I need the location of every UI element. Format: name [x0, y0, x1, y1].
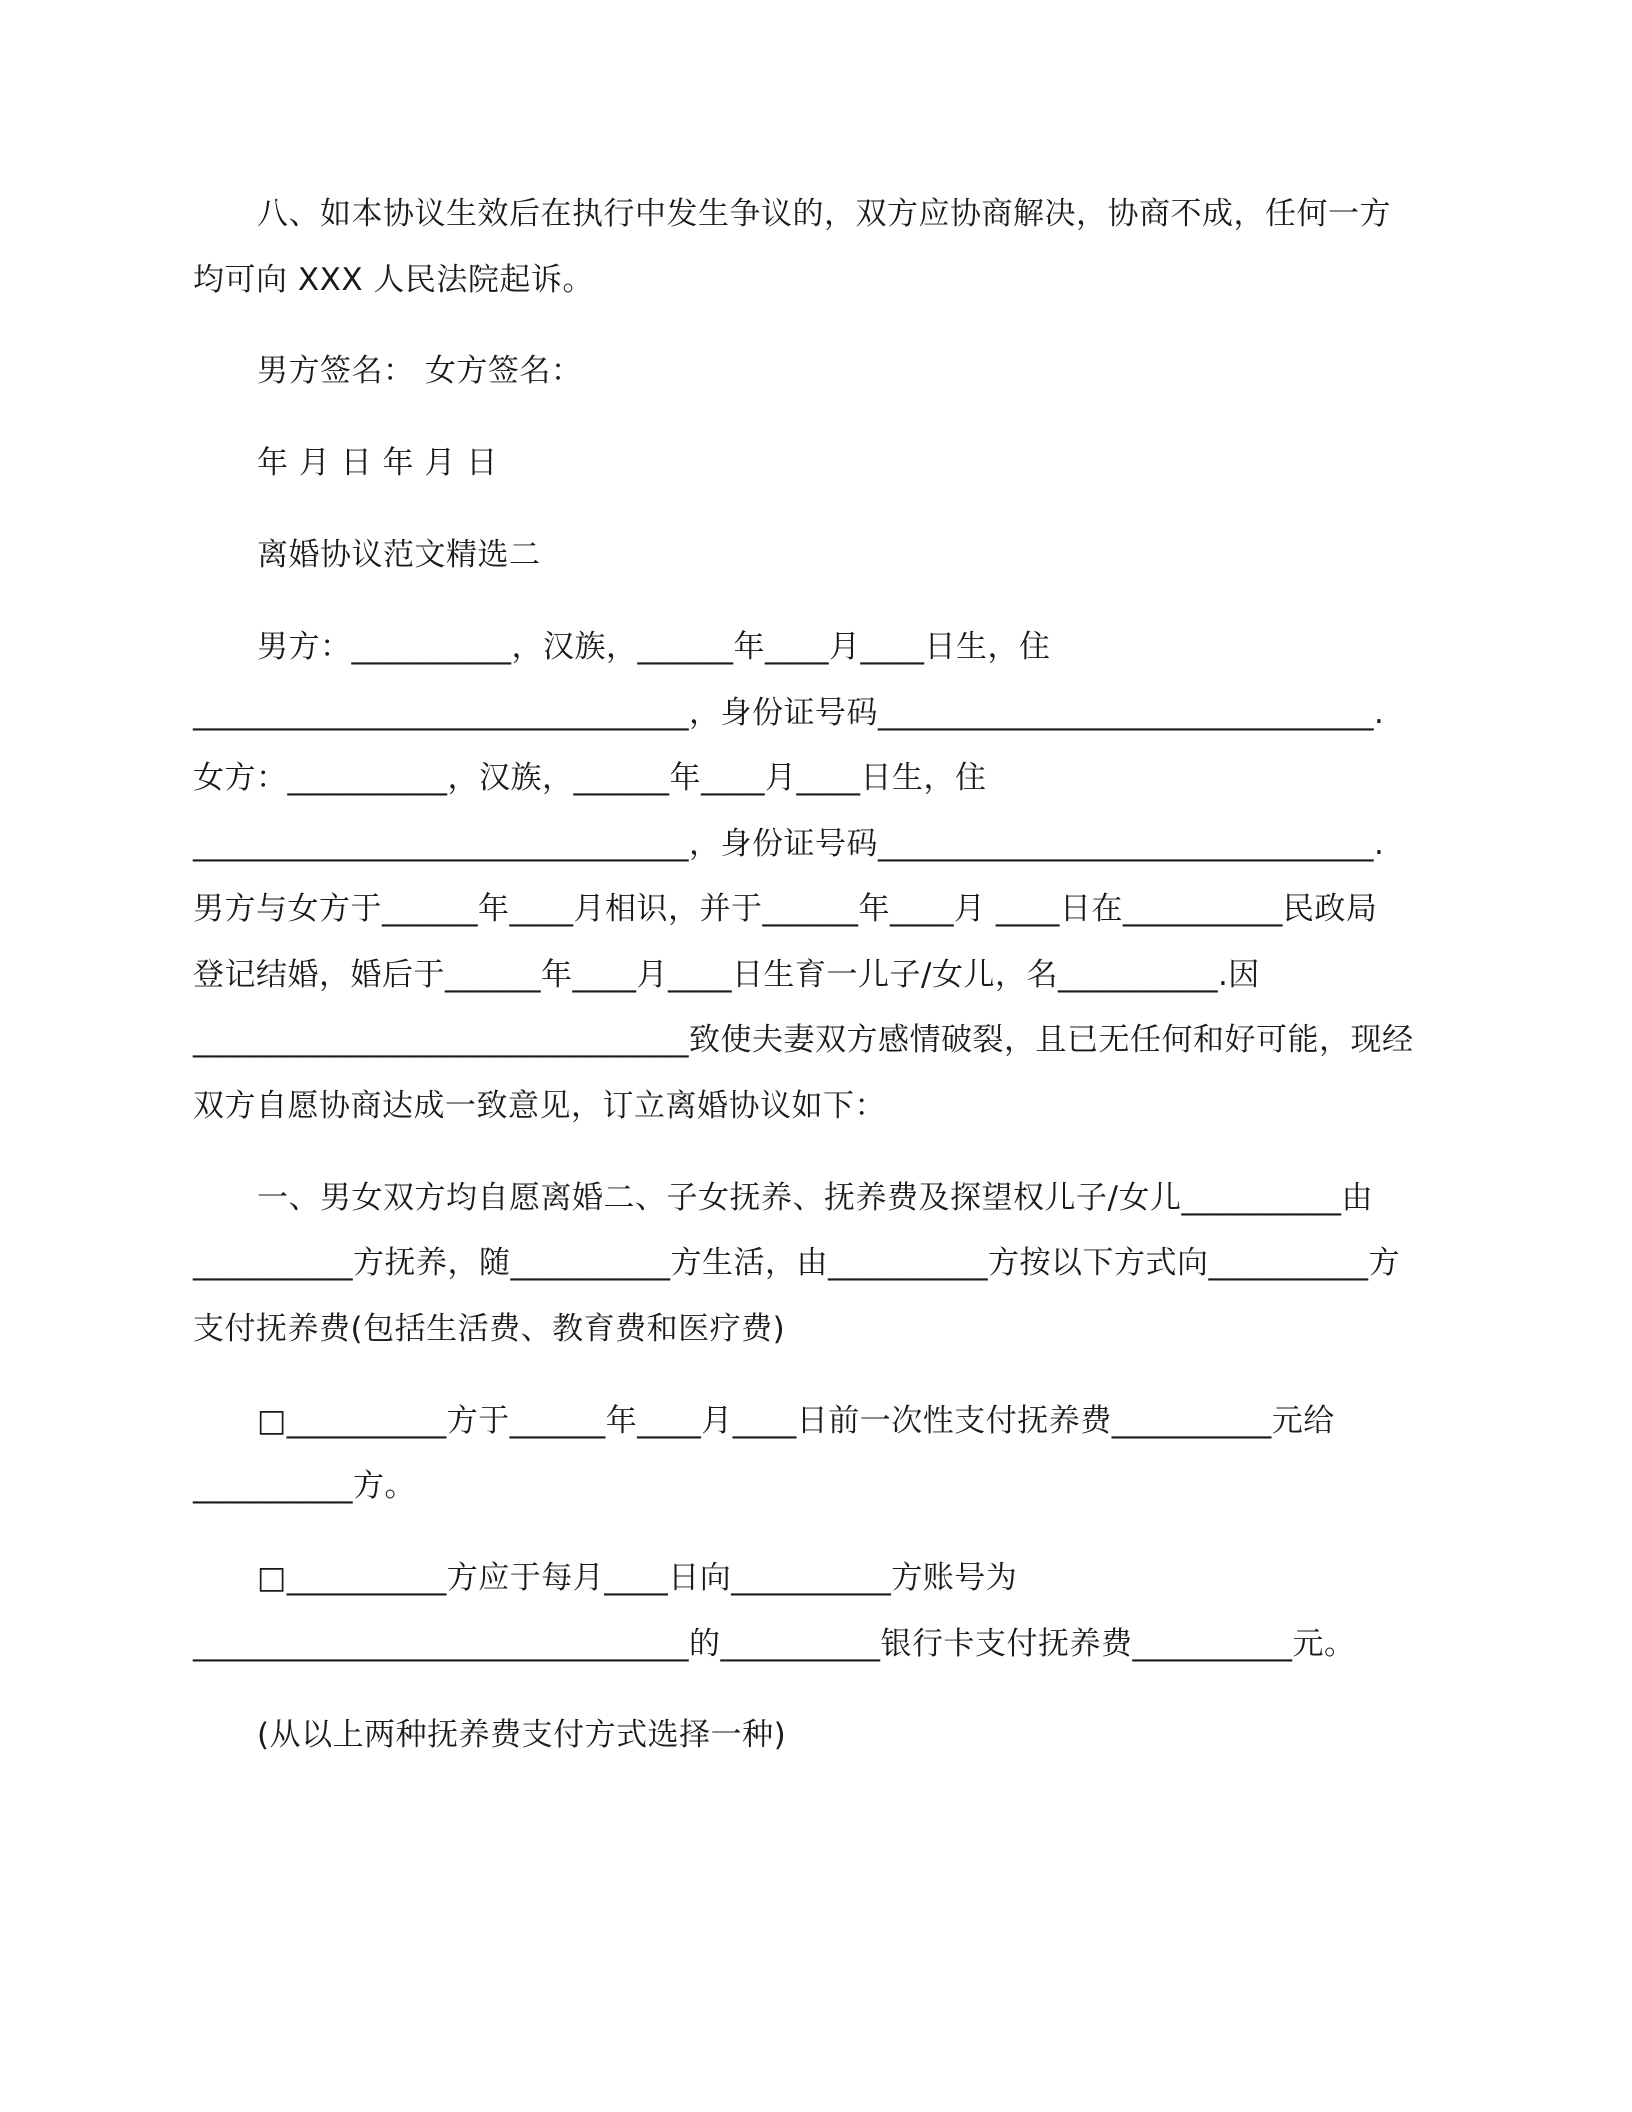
clause-1-line-1: 一、男女双方均自愿离婚二、子女抚养、抚养费及探望权儿子/女儿__________由 [257, 1180, 1373, 1216]
clause-8-line-2: 均可向 XXX 人民法院起诉。 [193, 262, 594, 298]
option-1-line-1: □__________方于______年____月____日前一次性支付抚养费__________元给 [257, 1403, 1335, 1439]
option-1-line-2: __________方。 [193, 1468, 416, 1504]
marriage-info-line-3: _______________________________致使夫妻双方感情破裂，且已无任何和好可能，现经 [193, 1022, 1414, 1058]
female-info-line-1: 女方：__________，汉族，______年____月____日生，住 [193, 760, 987, 796]
date-line: 年 月 日 年 月 日 [257, 445, 498, 481]
marriage-info-line-2: 登记结婚，婚后于______年____月____日生育一儿子/女儿，名__________.因 [193, 957, 1260, 993]
male-info-line-1: 男方：__________，汉族，______年____月____日生，住 [257, 629, 1051, 665]
signature-line: 男方签名： 女方签名： [257, 353, 583, 389]
male-info-line-2: _______________________________，身份证号码_______________________________. [193, 695, 1385, 731]
clause-1-line-2: __________方抚养，随__________方生活，由__________方按以下方式向__________方 [193, 1245, 1400, 1281]
clause-1-line-3: 支付抚养费(包括生活费、教育费和医疗费) [193, 1311, 786, 1347]
section-title: 离婚协议范文精选二 [257, 537, 541, 573]
payment-note: (从以上两种抚养费支付方式选择一种) [257, 1717, 787, 1753]
option-2-line-1: □__________方应于每月____日向__________方账号为 [257, 1560, 1018, 1596]
marriage-info-line-4: 双方自愿协商达成一致意见，订立离婚协议如下： [193, 1088, 886, 1124]
clause-8-line-1: 八、如本协议生效后在执行中发生争议的，双方应协商解决，协商不成，任何一方 [257, 196, 1391, 232]
female-info-line-2: _______________________________，身份证号码_______________________________. [193, 826, 1385, 862]
marriage-info-line-1: 男方与女方于______年____月相识，并于______年____月 ____日在__________民政局 [193, 891, 1378, 927]
option-2-line-2: _______________________________的__________银行卡支付抚养费__________元。 [193, 1626, 1356, 1662]
